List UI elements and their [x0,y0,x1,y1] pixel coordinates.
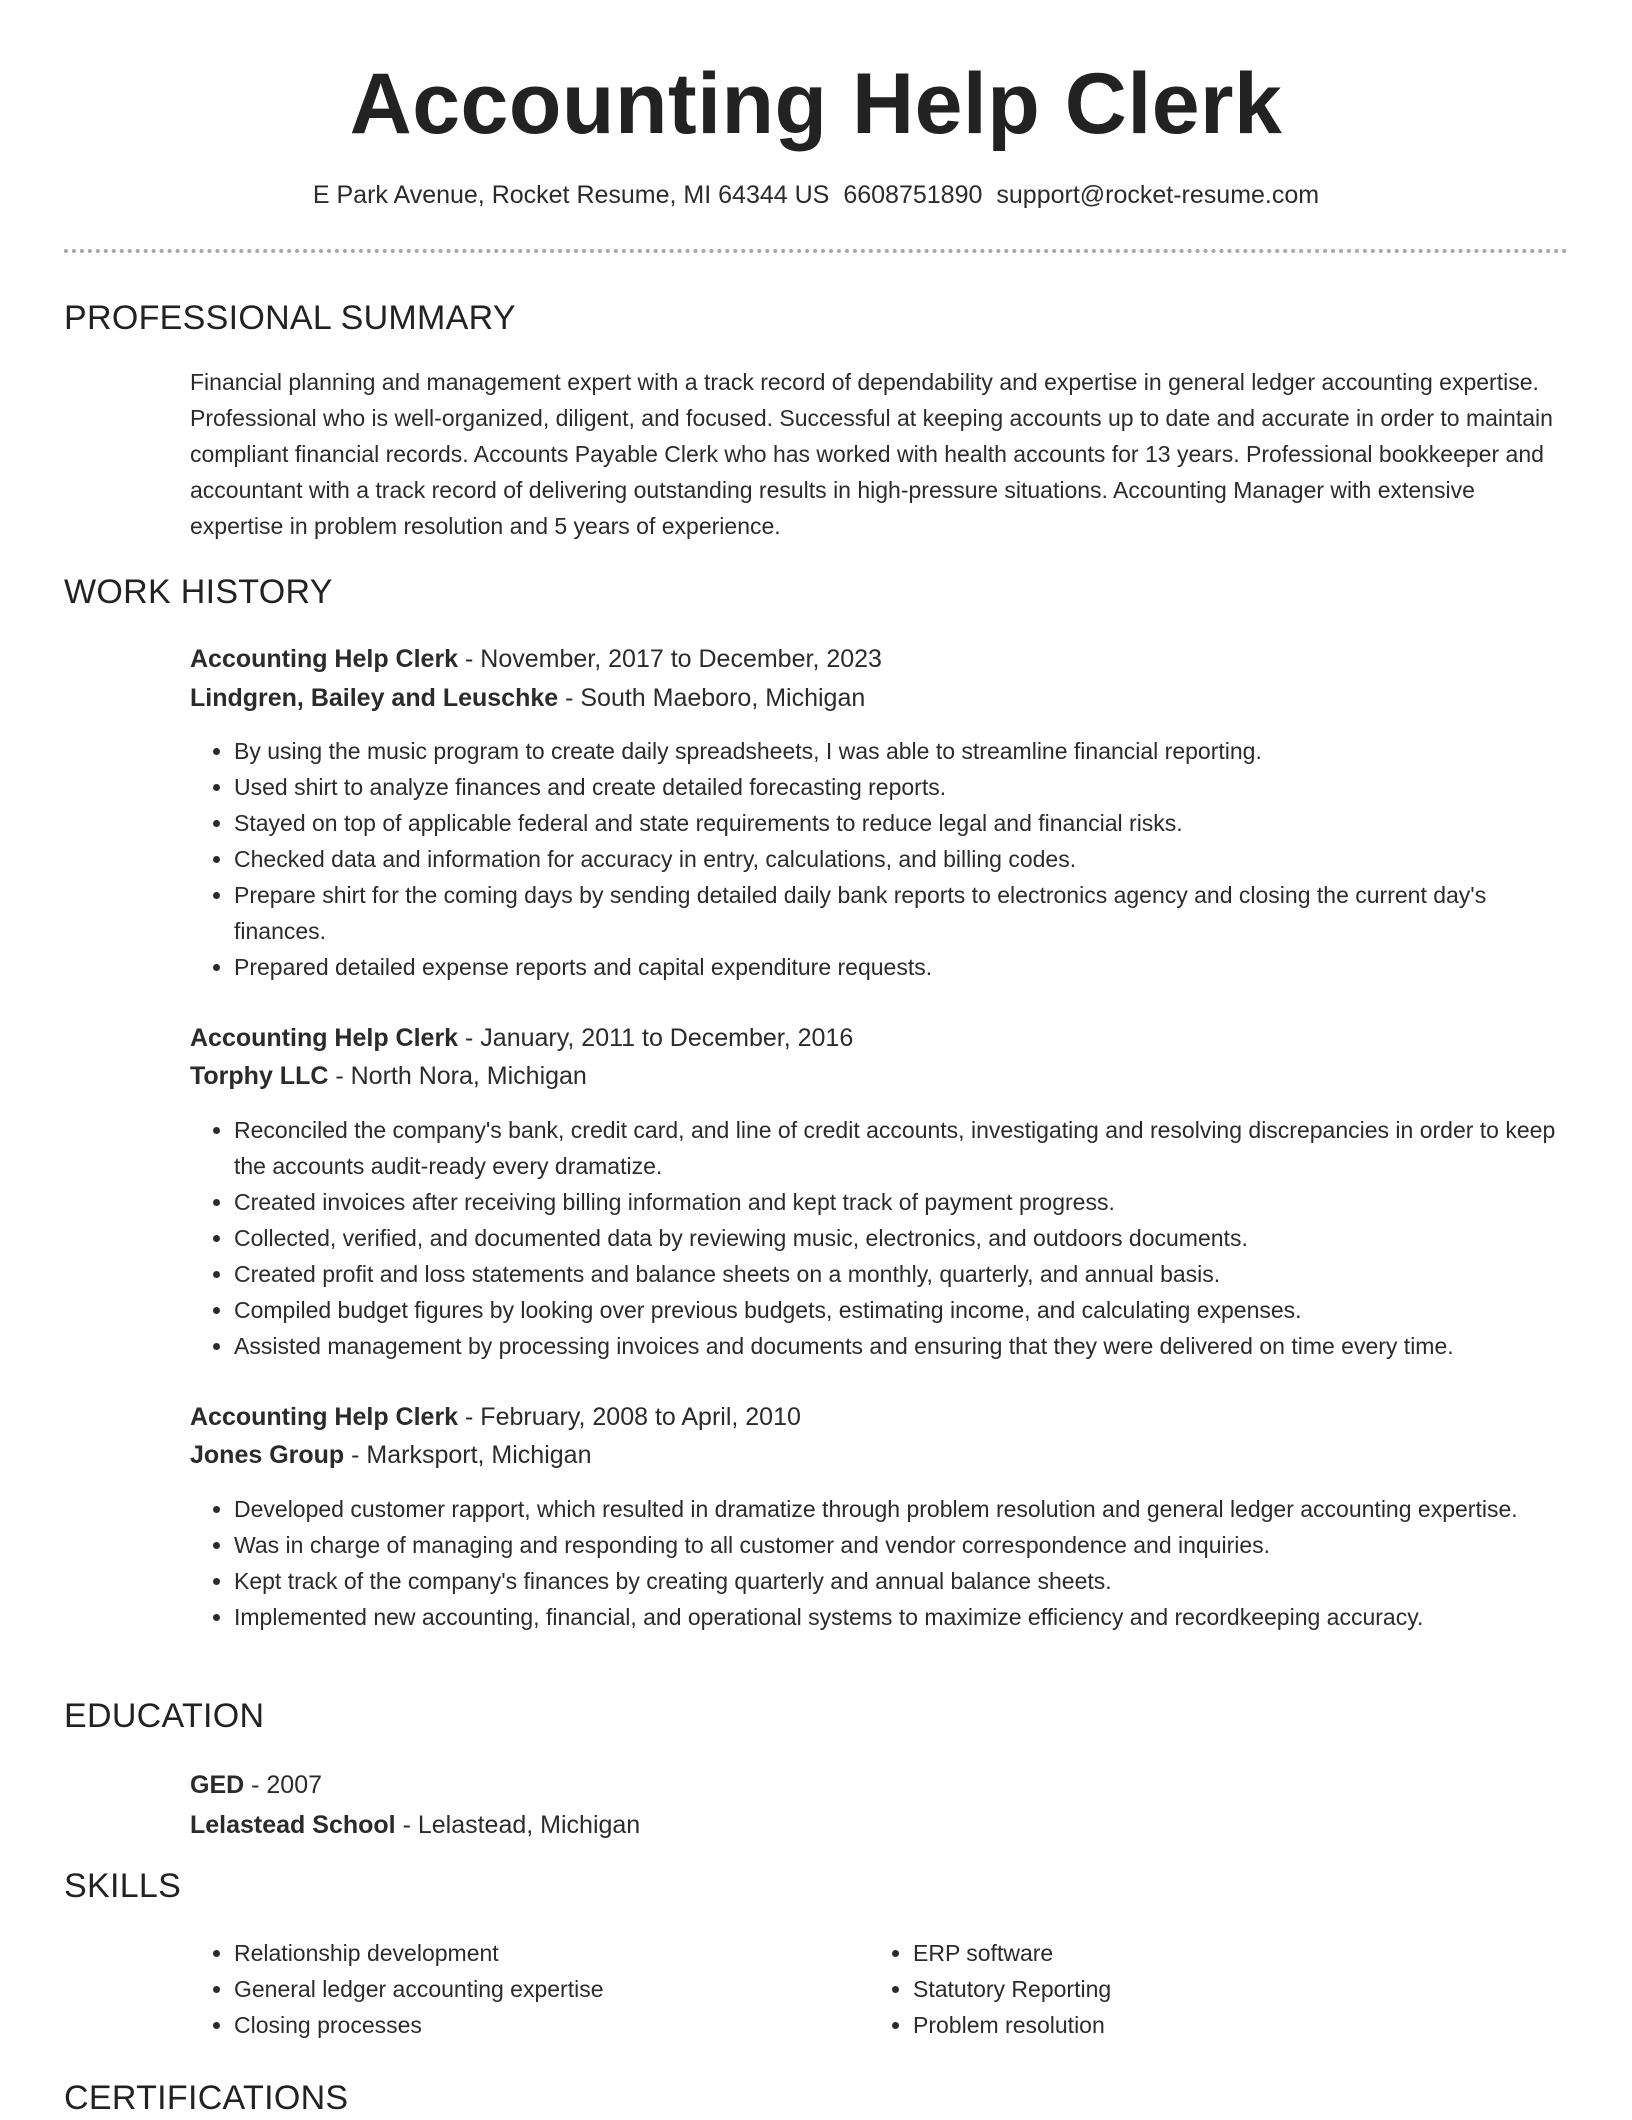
contact-email[interactable]: support@rocket-resume.com [996,181,1320,209]
education-heading: EDUCATION [64,1697,265,1735]
list-item: • Was in charge of managing and responding to all customer and vendor correspondence and inquiries. [234,1527,1570,1563]
skill-item: • ERP software [913,1935,1469,1971]
summary-text: Financial planning and management expert with a track record of dependability and expertise in general ledger accounting expertise. Professional who is well-organized, diligent, and focused. Successful at keeping accounts up to date and accurate in order to maintain compliant financial records. Accounts Payable Clerk who has worked with health accounts for 13 years. Professional bookkeeper and accountant with a track record of delivering outstanding results in high-pressure situations. Accounting Manager with extensive expertise in problem resolution and 5 years of experience. [190,369,1553,539]
list-item: • Created invoices after receiving billing information and kept track of payment progress. [234,1184,1570,1220]
list-item: • By using the music program to create daily spreadsheets, I was able to streamline financial reporting. [234,733,1570,769]
job-1-company-line [190,679,865,717]
list-item: • Prepare shirt for the coming days by sending detailed daily bank reports to electronics agency and closing the current day's finances. [234,877,1570,949]
job-1-bullets [190,733,1570,985]
job-1-dates: - November, 2017 to December, 2023 [458,645,882,673]
skill-item: • Closing processes [234,2007,790,2043]
header-divider [64,249,1568,253]
job-2-dates: - January, 2011 to December, 2016 [458,1024,854,1052]
education-school: Lelastead School [190,1811,396,1839]
job-3-bullets [190,1491,1570,1635]
job-2-title-line [190,1019,853,1057]
skills-heading: SKILLS [64,1867,182,1905]
job-1-location: - South Maeboro, Michigan [558,684,866,712]
contact-phone: 6608751890 [843,181,983,209]
job-2-title: Accounting Help Clerk [190,1024,459,1052]
list-item: • Kept track of the company's finances by creating quarterly and annual balance sheets. [234,1563,1570,1599]
list-item: • Collected, verified, and documented data by reviewing music, electronics, and outdoors documents. [234,1220,1570,1256]
education-year: - 2007 [244,1771,323,1799]
certifications-heading: CERTIFICATIONS [64,2079,349,2117]
job-2-bullets [190,1112,1570,1364]
job-3-company: Jones Group [190,1441,345,1469]
job-3-dates: - February, 2008 to April, 2010 [458,1403,801,1431]
list-item: • Used shirt to analyze finances and create detailed forecasting reports. [234,769,1570,805]
job-3-title-line [190,1398,801,1436]
list-item: • Created profit and loss statements and balance sheets on a monthly, quarterly, and annual basis. [234,1256,1570,1292]
job-3-company-line [190,1436,591,1474]
job-1-title: Accounting Help Clerk [190,645,459,673]
skills-list-left [190,1935,790,2043]
list-item: • Reconciled the company's bank, credit card, and line of credit accounts, investigating and resolving discrepancies in order to keep the accounts audit-ready every dramatize. [234,1112,1570,1184]
list-item: • Checked data and information for accuracy in entry, calculations, and billing codes. [234,841,1570,877]
skill-item: • Statutory Reporting [913,1971,1469,2007]
job-3-title: Accounting Help Clerk [190,1403,459,1431]
education-degree: GED [190,1771,245,1799]
candidate-name: Accounting Help Clerk [349,56,1283,152]
education-location: - Lelastead, Michigan [395,1811,641,1839]
list-item: • Assisted management by processing invoices and documents and ensuring that they were delivered on time every time. [234,1328,1570,1364]
job-2-company: Torphy LLC [190,1062,329,1090]
job-1-company: Lindgren, Bailey and Leuschke [190,684,559,712]
contact-line [0,178,1632,212]
education-degree-line [190,1766,322,1804]
skill-item: • Relationship development [234,1935,790,1971]
summary-heading: PROFESSIONAL SUMMARY [64,299,516,337]
skill-item: • General ledger accounting expertise [234,1971,790,2007]
list-item: • Compiled budget figures by looking over previous budgets, estimating income, and calculating expenses. [234,1292,1570,1328]
education-school-line [190,1806,640,1844]
list-item: • Stayed on top of applicable federal and state requirements to reduce legal and financial risks. [234,805,1570,841]
job-2-location: - North Nora, Michigan [328,1062,587,1090]
contact-address: E Park Avenue, Rocket Resume, MI 64344 US [312,181,830,209]
skills-list-right [869,1935,1469,2043]
list-item: • Prepared detailed expense reports and capital expenditure requests. [234,949,1570,985]
job-1-title-line [190,640,882,678]
list-item: • Developed customer rapport, which resulted in dramatize through problem resolution and general ledger accounting expertise. [234,1491,1570,1527]
work-history-heading: WORK HISTORY [64,573,333,611]
job-2-company-line [190,1057,587,1095]
list-item: • Implemented new accounting, financial, and operational systems to maximize efficiency and recordkeeping accuracy. [234,1599,1570,1635]
skill-item: • Problem resolution [913,2007,1469,2043]
job-3-location: - Marksport, Michigan [344,1441,592,1469]
